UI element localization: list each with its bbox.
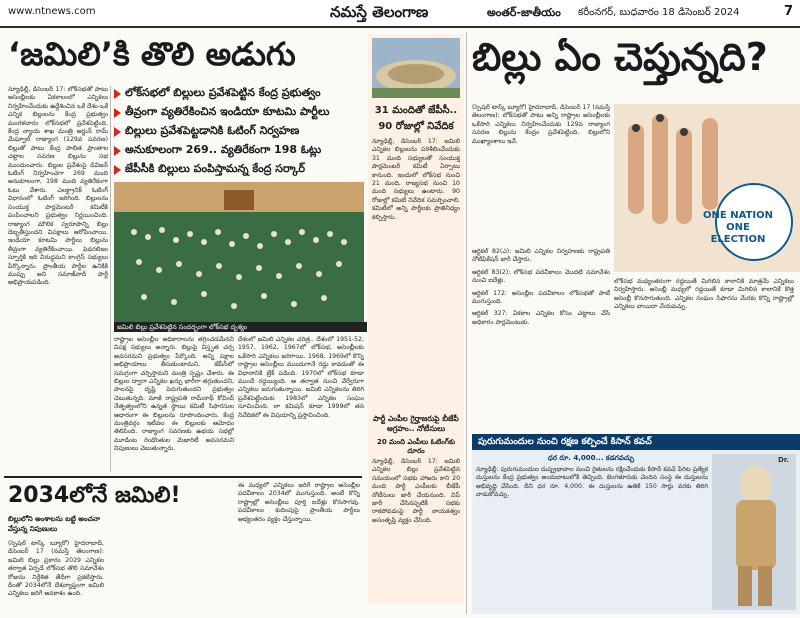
bullet-arrow-icon (114, 108, 121, 118)
parliament-building-photo (372, 38, 460, 98)
explainer-points (472, 248, 610, 331)
one-nation-one-election-image (614, 104, 800, 272)
website-url: www.ntnews.com (8, 6, 96, 17)
lead-headline: ‘జమిలి’కి తొలి అడుగు (8, 35, 296, 73)
page-header (0, 0, 800, 28)
explainer-headline: బిల్లు ఏం చెప్తున్నది? (472, 35, 768, 79)
explainer-point: ఆర్టికల్ 172: అసెంబ్లీల పదవీకాలం లోక్‌సభతో పాటే ముగుస్తుంది. (472, 289, 610, 306)
center-subhead-2: 20 మంది ఎంపీలు ఓటింగ్‌కు దూరం (376, 438, 456, 455)
kisan-kavach-photo-label: Dr. (778, 456, 789, 464)
kisan-kavach-suit-photo (712, 454, 796, 610)
lead-article-text-2: రాష్ట్రాల అసెంబ్లీల అధికారాలను తగ్గించడమేనని విపక్ష సభ్యులు అన్నారు. బిల్లుపై విస్తృత చర్చ అవసరమని ప్రభుత్వం పేర్కొంది. అన్ని పక్షాల అభిప్రాయాలు తీసుకుంటామని, జేపీసీలో సమగ్రంగా చర్చిస్తామని మంత్రి స్పష్టం చేశారు. ఈ బిల్లుల ద్వారా ఎన్నికల ఖర్చు భారీగా తగ్గుతుందని, పాలనపై దృష్టి పెరుగుతుందని ప్రభుత్వం చెబుతున్నది. మాజీ రాష్ట్రపతి రామ్‌నాథ్ కోవింద్ నేతృత్వంలోని ఉన్నత స్థాయి కమిటీ సిఫారసుల ఆధారంగా ఈ బిల్లులను రూపొందించారు. కేంద్ర మంత్రివర్గం ఇటీవల ఈ బిల్లులకు ఆమోదం తెలిపింది. రాజ్యాంగ సవరణకు ఉభయ సభల్లో మూడింట రెండొంతుల మెజారిటీ అవసరమని నిపుణులు చెబుతున్నారు. (114, 336, 234, 453)
bottom-left-headline: 2034లోనే జమిలి! (8, 483, 181, 508)
explainer-intro-text: (స్పెషల్ టాస్క్ బ్యూరో) హైదరాబాద్, డిసెంబర్ 17 (నమస్తే తెలంగాణ): లోక్‌సభతో పాటు అన్ని రాష్ట్రాల అసెంబ్లీలకు ఒకేసారి ఎన్నికలు నిర్వహించేందుకు 129వ రాజ్యాంగ సవరణ బిల్లును కేంద్రం ప్రవేశపెట్టింది. బిల్లులోని ముఖ్యాంశాలు ఇవే. (472, 104, 610, 145)
masthead: నమస్తే తెలంగాణ (330, 3, 429, 21)
lead-bullets (114, 84, 364, 179)
lok-sabha-photo (114, 182, 364, 322)
center-headline: 31 మందితో జేపీసీ.. (374, 105, 458, 116)
explainer-text-right: లోక్‌సభ మధ్యంతరంగా రద్దయితే మిగిలిన కాలానికి మాత్రమే ఎన్నికలు నిర్వహిస్తారు. అసెంబ్లీ మధ్యలో రద్దయితే కూడా మిగిలిన కాలానికే కొత్త అసెంబ్లీ కొనసాగుతుంది. ఎన్నికల సంఘం సిఫారసు మేరకు కొన్ని రాష్ట్రాల్లో ఎన్నికలు వాయిదా వేయవచ్చు. (614, 278, 794, 311)
center-subhead: పార్టీ ఎంపీల గైర్హాజరుపై బీజేపీ ఆగ్రహం.. నోటీసులు (373, 414, 459, 433)
bottom-left-text: (స్పెషల్ టాస్క్ బ్యూరో) హైదరాబాద్, డిసెంబర్ 17 (నమస్తే తెలంగాణ): జమిలి బిల్లు ప్రకారం 2029 ఎన్నికల తర్వాత ఏర్పడే లోక్‌సభ తొలి సమావేశం రోజును నిర్దేశిత తేదీగా ప్రకటిస్తారు. దీంతో 2034లోనే దేశవ్యాప్తంగా జమిలి ఎన్నికలు జరిగే అవకాశం ఉంది. (8, 540, 104, 598)
explainer-point: ఆర్టికల్ 327: ఏకకాల ఎన్నికల కోసం చట్టాలు చేసే అధికారం పార్లమెంటుకు. (472, 310, 610, 326)
column-divider (110, 86, 111, 472)
explainer-point: ఆర్టికల్ 83(2): లోక్‌సభ పదవీకాలం మొదటి సమావేశం నుంచి ఐదేళ్లు. (472, 268, 610, 285)
lok-sabha-photo-caption: జమిలి బిల్లు ప్రవేశపెట్టిన సందర్భంగా లోక్‌సభ దృశ్యం (114, 322, 367, 332)
explainer-point: ఆర్టికల్ 82(ఎ): జమిలి ఎన్నికల నిర్వహణకు రాష్ట్రపతి నోటిఫికేషన్ జారీ చేస్తారు. (472, 248, 610, 264)
lead-bullet: లోక్‌సభలో బిల్లులు ప్రవేశపెట్టిన కేంద్ర ప్రభుత్వం (114, 84, 364, 103)
lead-bullet: జేపీసీకి బిల్లులు పంపిస్తామన్న కేంద్ర సర్కార్ (114, 160, 364, 179)
bottom-left-text-2: ఈ మధ్యలో ఎన్నికలు జరిగే రాష్ట్రాల అసెంబ్లీల పదవీకాలం 2034లో ముగుస్తుంది. అంటే కొన్ని రాష్ట్రాల్లో అసెంబ్లీలు పూర్తి ఐదేళ్లు కొనసాగవు. పదవీకాలం కుదింపుపై ప్రాంతీయ పార్టీలు అభ్యంతరం వ్యక్తం చేస్తున్నాయి. (238, 482, 360, 523)
bottom-right-text: న్యూఢిల్లీ: పురుగుమందుల దుష్ప్రభావాల నుంచి రైతులను రక్షించేందుకు కిసాన్ కవచ్ పేరిట ప్రత్యేక దుస్తులను కేంద్ర ప్రభుత్వం అందుబాటులోకి తెచ్చింది. బెంగళూరుకు చెందిన సంస్థ ఈ దుస్తులను అభివృద్ధి చేసింది. దీని ధర రూ. 4,000. ఈ దుస్తులను ఉతికి 150 సార్లు వరకు తిరిగి వాడుకోవచ్చు. (476, 466, 708, 499)
bottom-left-subhead: బిల్లులోని అంశాలను బట్టి అంచనా వేస్తున్న నిపుణులు (8, 515, 101, 533)
bullet-arrow-icon (114, 165, 121, 175)
column-divider (466, 32, 467, 614)
center-article-text-2: న్యూఢిల్లీ, డిసెంబర్ 17: జమిలి ఎన్నికల బిల్లు ప్రవేశపెట్టిన సమయంలో సభకు హాజరు కాని 20 మంది పార్టీ ఎంపీలకు బీజేపీ నోటీసులు జారీ చేయనుంది. విప్ జారీ చేసినప్పటికీ సభకు రాకపోవడంపై పార్టీ నాయకత్వం అసంతృప్తి వ్యక్తం చేసింది. (372, 458, 460, 524)
page-number: 7 (784, 4, 794, 19)
center-article-text: న్యూఢిల్లీ, డిసెంబర్ 17: జమిలి ఎన్నికల బిల్లులను పరిశీలించేందుకు 31 మంది సభ్యులతో సంయుక్త పార్లమెంటరీ కమిటీ ఏర్పాటు కానుంది. ఇందులో లోక్‌సభ నుంచి 21 మంది, రాజ్యసభ నుంచి 10 మంది సభ్యులు ఉంటారు. 90 రోజుల్లో కమిటీ నివేదిక సమర్పించాలి. కమిటీలో అన్ని పార్టీలకు ప్రాతినిధ్యం కల్పిస్తారు. (372, 138, 460, 221)
dateline: కరీంనగర్, బుధవారం 18 డిసెంబర్ 2024 (578, 7, 740, 18)
bottom-right-subhead: ధర రూ. 4,000... కడగవచ్చు (547, 454, 635, 462)
lead-bullet: అనుకూలంగా 269.. వ్యతిరేకంగా 198 ఓట్లు (114, 141, 364, 160)
bottom-right-headline: పురుగుమందుల నుంచి రక్షణ కల్పించే కిసాన్ కవచ్ (472, 434, 800, 450)
bullet-arrow-icon (114, 127, 121, 137)
section-label: అంతర్-జాతీయం (487, 6, 561, 19)
one-nation-label: ONE NATION ONE ELECTION (703, 210, 773, 245)
bullet-arrow-icon (114, 146, 121, 156)
center-subheadline: 90 రోజుల్లో నివేదిక (378, 121, 454, 132)
lead-bullet: బిల్లులు ప్రవేశపెట్టడానికి ఓటింగ్ నిర్వహణ (114, 122, 364, 141)
lead-bullet: తీవ్రంగా వ్యతిరేకించిన ఇండియా కూటమి పార్టీలు (114, 103, 364, 122)
bullet-arrow-icon (114, 89, 121, 99)
lead-article-text-3: దేశంలో జమిలి ఎన్నికల చరిత్ర.. దేశంలో 1951-52, 1957, 1962, 1967లో లోక్‌సభ, అసెంబ్లీలకు ఒకేసారి ఎన్నికలు జరిగాయి. 1968, 1969లో కొన్ని రాష్ట్రాల అసెంబ్లీలు ముందుగానే రద్దు కావడంతో ఈ విధానానికి బ్రేక్ పడింది. 1970లో లోక్‌సభ కూడా ముందే రద్దయ్యింది. ఆ తర్వాత నుంచి వేర్వేరుగా ఎన్నికలు జరుగుతున్నాయి. జమిలి ఎన్నికలను తిరిగి ప్రవేశపెట్టేందుకు 1983లో ఎన్నికల సంఘం సూచించింది. లా కమిషన్ కూడా 1999లో తన నివేదికలో ఈ విషయాన్ని ప్రస్తావించింది. (238, 336, 364, 419)
lead-article-text: న్యూఢిల్లీ, డిసెంబర్ 17: లోక్‌సభతో పాటు అసెంబ్లీలకు ఏకకాలంలో ఎన్నికలు నిర్వహించేందుకు ఉద్దేశించిన ఒకే దేశం-ఒకే ఎన్నిక బిల్లులను కేంద్ర ప్రభుత్వం మంగళవారం లోక్‌సభలో ప్రవేశపెట్టింది. కేంద్ర న్యాయ శాఖ మంత్రి అర్జున్ రామ్ మేఘ్వాల్ రాజ్యాంగ (129వ సవరణ) బిల్లుతో పాటు కేంద్ర పాలిత ప్రాంతాల చట్టాల సవరణ బిల్లును సభ ముందుంచారు. బిల్లుల ప్రవేశంపై డివిజన్ ఓటింగ్ నిర్వహించగా 269 మంది అనుకూలంగా, 198 మంది వ్యతిరేకంగా ఓటు వేశారు. ఎలక్ట్రానిక్ ఓటింగ్ విధానంలో ఓటింగ్ జరిగింది. బిల్లులను సంయుక్త పార్లమెంటరీ కమిటీకి పంపించాలని ప్రభుత్వం నిర్ణయించింది. రాజ్యాంగ మౌలిక స్వరూపాన్ని బిల్లు దెబ్బతీస్తుందని విపక్షాలు ఆరోపించాయి. ఇండియా కూటమి పార్టీలు బిల్లును తీవ్రంగా వ్యతిరేకించాయి. ఫెడరలిజం స్ఫూర్తికి ఇది విరుద్ధమని కాంగ్రెస్ సభ్యులు పేర్కొన్నారు. ప్రాంతీయ పార్టీల ఉనికికి ముప్పు అని సమాజ్‌వాదీ పార్టీ అభిప్రాయపడింది. (8, 86, 108, 287)
